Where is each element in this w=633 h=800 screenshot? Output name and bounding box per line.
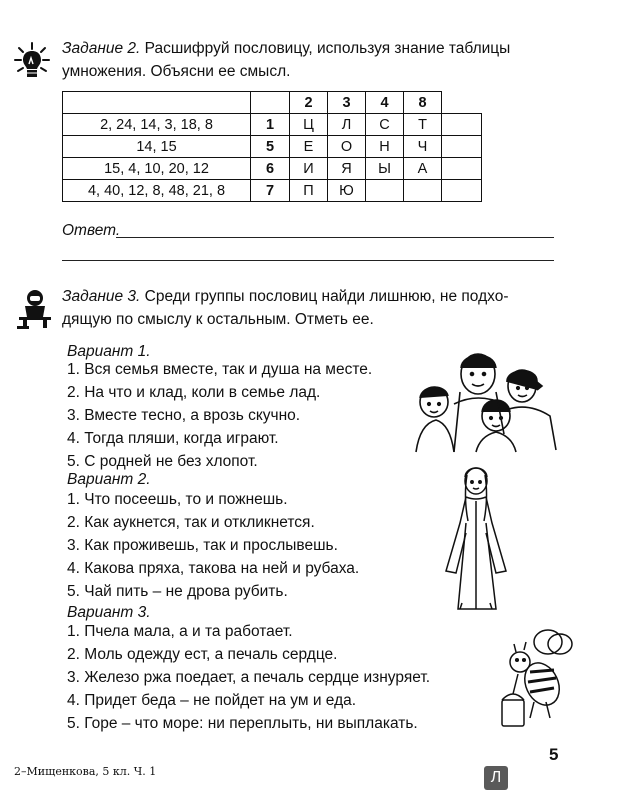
table-cell-letter: Ч <box>404 136 442 158</box>
table-cell-letter: Я <box>328 158 366 180</box>
table-cell-key: 5 <box>251 136 290 158</box>
list-item[interactable]: 2. На что и клад, коли в семье лад. <box>67 384 321 401</box>
table-cell-key: 1 <box>251 114 290 136</box>
cipher-table <box>62 91 482 202</box>
table-cell-letter: И <box>290 158 328 180</box>
task2-line1: Расшифруй пословицу, используя знание таблицы <box>144 40 511 57</box>
girl-illustration <box>440 463 510 611</box>
variant-3-title: Вариант 3. <box>67 604 151 621</box>
table-cell-numbers: 4, 40, 12, 8, 48, 21, 8 <box>63 180 251 202</box>
page-number: 5 <box>549 745 559 764</box>
bee-illustration <box>496 622 576 730</box>
watermark-logo <box>484 766 508 790</box>
table-row <box>63 114 482 136</box>
table-header-cell: 8 <box>404 92 442 114</box>
lightbulb-icon <box>14 42 50 82</box>
list-item[interactable]: 1. Что посеешь, то и пожнешь. <box>67 491 288 508</box>
table-row <box>63 180 482 202</box>
answer-label: Ответ. <box>62 222 121 239</box>
table-cell-letter: А <box>404 158 442 180</box>
table-cell-letter: С <box>366 114 404 136</box>
table-cell-letter: Ю <box>328 180 366 202</box>
list-item[interactable]: 5. Чай пить – не дрова рубить. <box>67 583 288 600</box>
family-illustration <box>410 346 558 454</box>
table-cell-letter: П <box>290 180 328 202</box>
table-header-cell: 2 <box>290 92 328 114</box>
footer-text: 2–Мищенкова, 5 кл. Ч. 1 <box>14 765 157 778</box>
table-cell-numbers: 2, 24, 14, 3, 18, 8 <box>63 114 251 136</box>
list-item[interactable]: 3. Как проживешь, так и прослывешь. <box>67 537 338 554</box>
list-item[interactable]: 2. Как аукнется, так и откликнется. <box>67 514 315 531</box>
answer-line-2[interactable] <box>62 260 554 261</box>
list-item[interactable]: 3. Вместе тесно, а врозь скучно. <box>67 407 301 424</box>
table-header-cell: 3 <box>328 92 366 114</box>
task3-line1: Среди группы пословиц найди лишнюю, не подхо- <box>144 288 509 305</box>
list-item[interactable]: 4. Тогда пляши, когда играют. <box>67 430 279 447</box>
task3-line2: дящую по смыслу к остальным. Отметь ее. <box>62 311 374 328</box>
task2-line2: умножения. Объясни ее смысл. <box>62 63 291 80</box>
table-cell-letter: Т <box>404 114 442 136</box>
table-row <box>63 158 482 180</box>
list-item[interactable]: 1. Вся семья вместе, так и душа на месте. <box>67 361 373 378</box>
variant-2-list <box>67 488 359 603</box>
table-cell-numbers: 14, 15 <box>63 136 251 158</box>
list-item[interactable]: 5. С родней не без хлопот. <box>67 453 258 470</box>
task3-text <box>62 285 582 331</box>
list-item[interactable]: 5. Горе – что море: ни переплыть, ни выплакать. <box>67 715 418 732</box>
answer-line-1[interactable] <box>116 237 554 238</box>
list-item[interactable]: 4. Придет беда – не пойдет на ум и еда. <box>67 692 357 709</box>
table-row <box>63 136 482 158</box>
table-cell-letter: Л <box>328 114 366 136</box>
student-at-desk-icon <box>15 287 55 329</box>
table-cell-letter <box>442 114 482 136</box>
list-item[interactable]: 2. Моль одежду ест, а печаль сердце. <box>67 646 338 663</box>
table-cell-key: 6 <box>251 158 290 180</box>
variant-3-list <box>67 620 430 735</box>
task2-label: Задание 2. <box>62 40 141 57</box>
variant-1-title: Вариант 1. <box>67 343 151 360</box>
table-cell-letter: Е <box>290 136 328 158</box>
table-cell-letter <box>366 180 404 202</box>
table-header-cell: 4 <box>366 92 404 114</box>
variant-1-list <box>67 358 372 473</box>
watermark-letter: Л <box>490 769 502 786</box>
list-item[interactable]: 4. Какова пряха, такова на ней и рубаха. <box>67 560 360 577</box>
task2-text <box>62 37 582 83</box>
table-cell-letter: Н <box>366 136 404 158</box>
table-cell-letter: Ц <box>290 114 328 136</box>
table-cell-numbers: 15, 4, 10, 20, 12 <box>63 158 251 180</box>
task3-label: Задание 3. <box>62 288 141 305</box>
list-item[interactable]: 3. Железо ржа поедает, а печаль сердце изнуряет. <box>67 669 431 686</box>
table-cell-letter: Ы <box>366 158 404 180</box>
table-cell-key: 7 <box>251 180 290 202</box>
list-item[interactable]: 1. Пчела мала, а и та работает. <box>67 623 293 640</box>
table-cell-letter <box>404 180 442 202</box>
table-header-row <box>63 92 482 114</box>
table-cell-letter: О <box>328 136 366 158</box>
variant-2-title: Вариант 2. <box>67 471 151 488</box>
